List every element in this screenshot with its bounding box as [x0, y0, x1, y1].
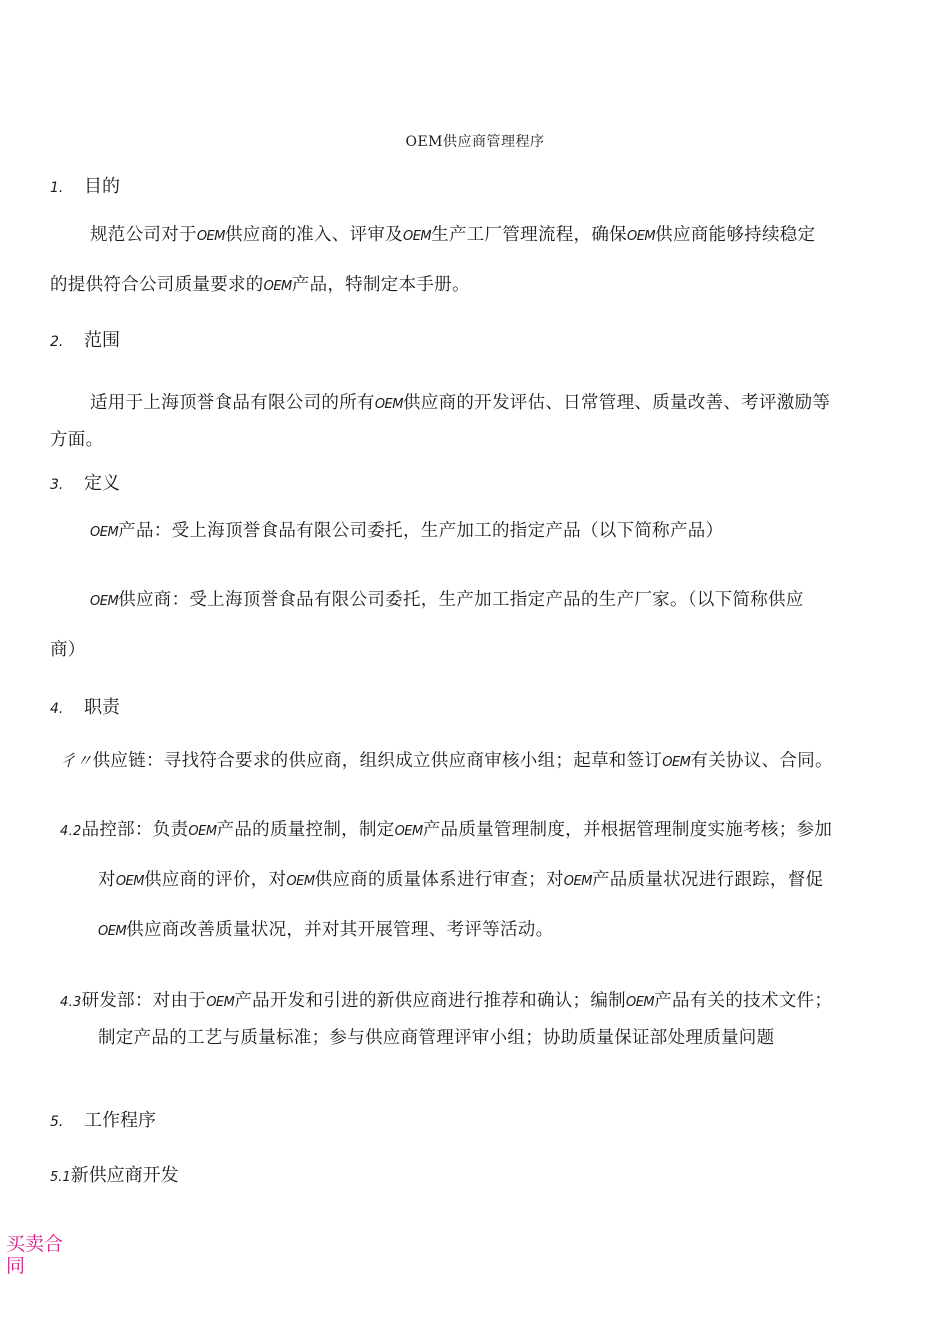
oem-text: OEM	[206, 995, 235, 1010]
text: 制定产品的工艺与质量标准；参与供应商管理评审小组；协助质量保证部处理质量问题	[98, 1028, 775, 1048]
item-number: 4.3	[60, 995, 82, 1010]
text: 产品的质量控制，制定	[216, 820, 395, 840]
definition-line	[90, 586, 804, 611]
text: 适用于上海顶誉食品有限公司的所有	[90, 393, 375, 413]
section-title: 目的	[84, 176, 120, 197]
oem-text: OEM	[374, 397, 403, 412]
section-2-heading	[50, 326, 120, 352]
section-number: 3.	[50, 477, 64, 493]
text: 商）	[50, 640, 86, 660]
paragraph-line	[90, 389, 830, 414]
paragraph-line	[50, 426, 103, 451]
responsibility-line	[98, 916, 553, 941]
item-number: 4.2	[60, 824, 82, 839]
oem-text: OEM	[188, 824, 217, 839]
oem-text: OEM	[626, 229, 656, 244]
text: 供应商能够持续稳定	[655, 225, 816, 245]
oem-text: OEM	[90, 594, 119, 609]
section-number: 4.	[50, 701, 64, 717]
text: 生产工厂管理流程，确保	[431, 225, 627, 245]
section-1-heading	[50, 172, 120, 198]
paragraph-line	[90, 221, 815, 246]
text: 供应商的评价，对	[143, 870, 287, 890]
section-number: 5.	[50, 1114, 64, 1130]
text: 产品：受上海顶誉食品有限公司委托，生产加工的指定产品（以下简称产品）	[118, 521, 724, 541]
text: 产品开发和引进的新供应商进行推荐和确认；编制	[234, 991, 626, 1011]
responsibility-line	[60, 816, 832, 841]
subsection-5-1-heading	[50, 1161, 179, 1187]
subsection-title: 新供应商开发	[70, 1165, 179, 1186]
section-title: 工作程序	[84, 1110, 156, 1131]
oem-text: OEM	[286, 874, 315, 889]
responsibility-line	[98, 866, 823, 891]
watermark-text: 买卖合同	[6, 1233, 64, 1277]
text: 对	[98, 870, 116, 890]
text: 品控部：负责	[81, 820, 189, 840]
text: 的提供符合公司质量要求的	[50, 275, 264, 295]
responsibility-line	[98, 1024, 774, 1049]
text: 供应商的质量体系进行审查；对	[314, 870, 564, 890]
oem-text: OEM	[394, 824, 423, 839]
text: 产品质量状况进行跟踪，督促	[591, 870, 824, 890]
oem-text: OEM	[115, 874, 144, 889]
section-5-heading	[50, 1106, 156, 1132]
oem-text: OEM	[625, 995, 655, 1010]
section-number: 1.	[50, 180, 64, 196]
document-title: OEM供应商管理程序	[405, 134, 545, 150]
oem-text: OEM	[662, 755, 691, 770]
oem-text: OEM	[90, 525, 119, 540]
oem-text: OEM	[98, 924, 127, 939]
section-4-heading	[50, 693, 120, 719]
paragraph-line	[50, 271, 470, 296]
section-title: 定义	[84, 473, 120, 494]
definition-line	[90, 517, 723, 542]
oem-text: OEM	[563, 874, 592, 889]
text: 研发部：对由于	[81, 991, 207, 1011]
text: 供应商的开发评估、日常管理、质量改善、考评激励等	[402, 393, 831, 413]
text: 供应链：寻找符合要求的供应商，组织成立供应商审核小组；起草和签订	[92, 751, 663, 771]
section-number: 2.	[50, 334, 64, 350]
section-3-heading	[50, 469, 120, 495]
oem-text: OEM	[402, 229, 432, 244]
section-title: 职责	[84, 697, 120, 718]
responsibility-line	[60, 747, 833, 772]
text: 方面。	[50, 430, 104, 450]
item-number: 彳〃	[60, 751, 93, 770]
text: 规范公司对于	[90, 225, 197, 245]
text: 供应商的准入、评审及	[224, 225, 403, 245]
text: 产品有关的技术文件；	[654, 991, 833, 1011]
text: 产品质量管理制度，并根据管理制度实施考核；参加	[422, 820, 833, 840]
text: 供应商改善质量状况，并对其开展管理、考评等活动。	[126, 920, 554, 940]
responsibility-line	[60, 987, 832, 1012]
text: 有关协议、合同。	[690, 751, 833, 771]
subsection-number: 5.1	[50, 1170, 71, 1185]
oem-text: OEM	[263, 279, 292, 294]
text: 产品，特制定本手册。	[291, 275, 470, 295]
section-title: 范围	[84, 330, 120, 351]
definition-line	[50, 636, 86, 661]
text: 供应商：受上海顶誉食品有限公司委托，生产加工指定产品的生产厂家。（以下简称供应	[118, 590, 804, 610]
oem-text: OEM	[196, 229, 225, 244]
